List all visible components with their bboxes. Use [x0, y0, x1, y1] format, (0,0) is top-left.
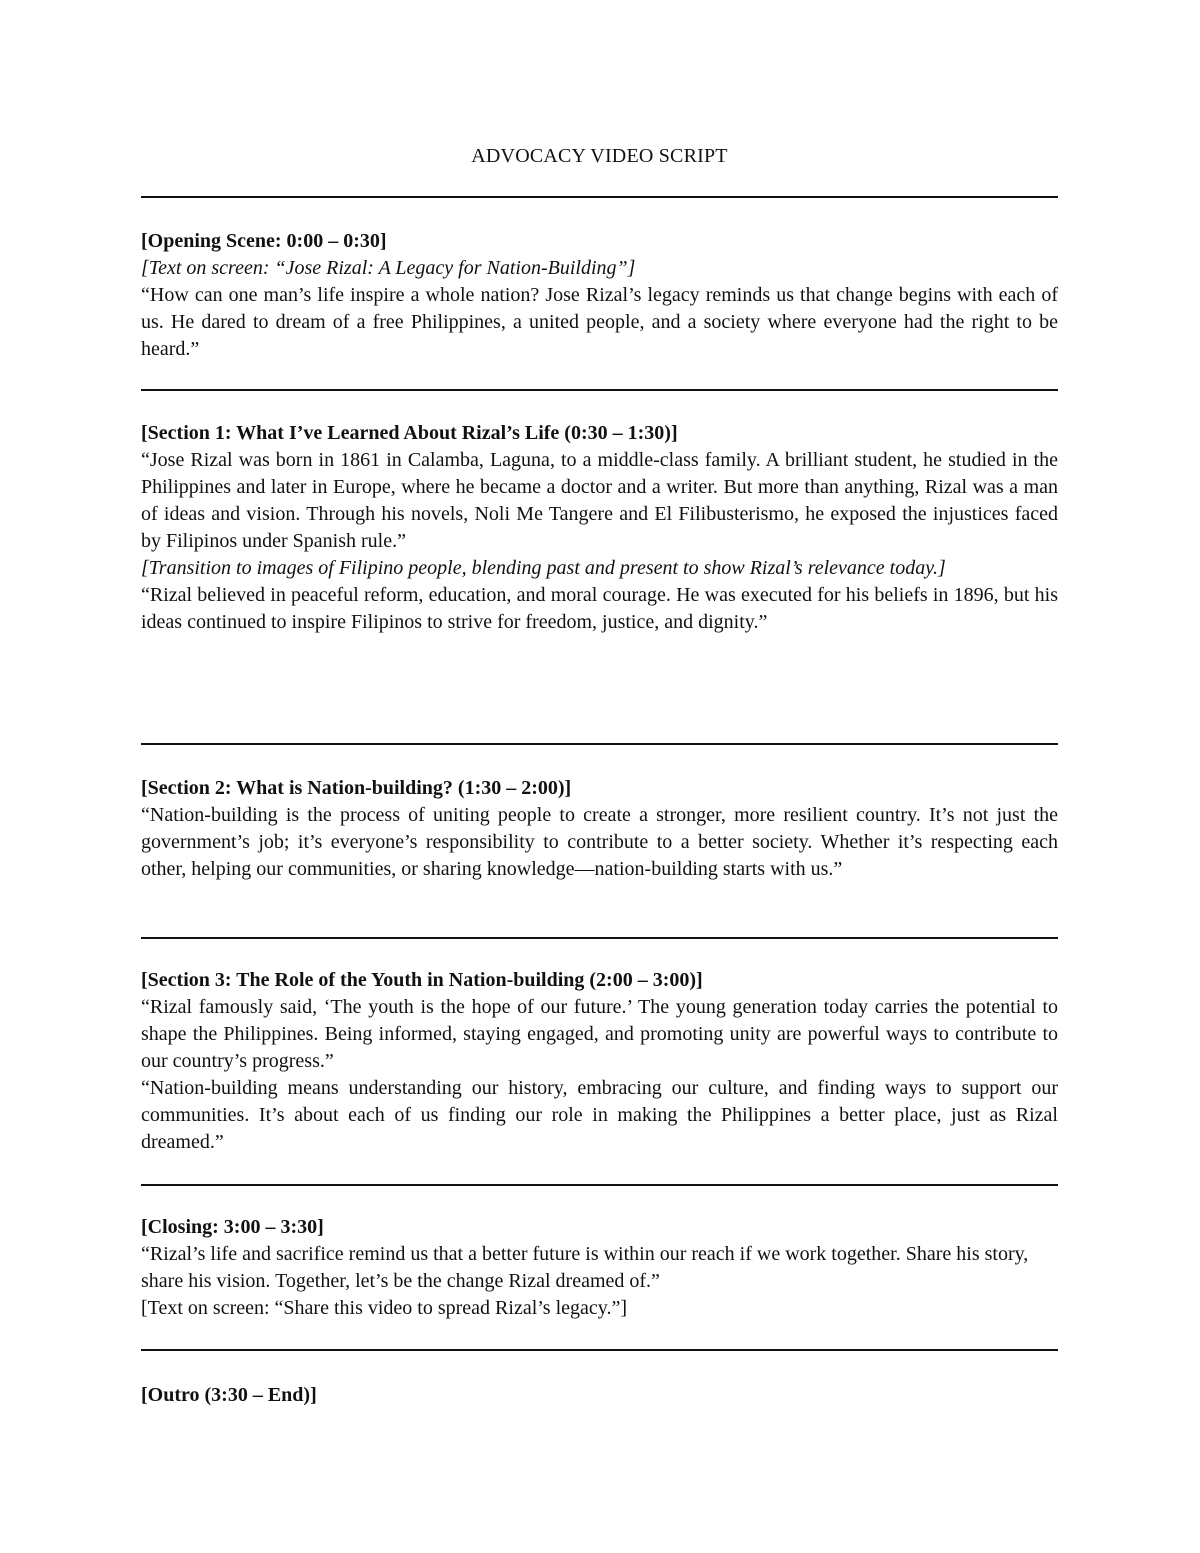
opening-scene-heading: [Opening Scene: 0:00 – 0:30]: [141, 230, 387, 252]
opening-narration: “How can one man’s life inspire a whole nation? Jose Rizal’s legacy reminds us that change begins with each of us. He dared to dream of a free Philippines, a united people, and a society where everyone had the right to be heard.”: [141, 284, 1058, 360]
section-2-heading: [Section 2: What is Nation-building? (1:30 – 2:00)]: [141, 777, 572, 799]
closing-onscreen-text: [Text on screen: “Share this video to spread Rizal’s legacy.”]: [141, 1297, 628, 1319]
section-3: [141, 967, 1058, 1156]
section-divider: [141, 1184, 1058, 1186]
section-divider: [141, 196, 1058, 198]
section-divider: [141, 937, 1058, 939]
section-3-heading: [Section 3: The Role of the Youth in Nation-building (2:00 – 3:00)]: [141, 969, 703, 991]
section-2: [141, 775, 1058, 883]
section-1-narration-2: “Rizal believed in peaceful reform, education, and moral courage. He was executed for his beliefs in 1896, but his ideas continued to inspire Filipinos to strive for freedom, justice, and dignity.”: [141, 584, 1058, 633]
opening-onscreen-text: [Text on screen: “Jose Rizal: A Legacy for Nation-Building”]: [141, 257, 636, 279]
section-3-narration-2: “Nation-building means understanding our history, embracing our culture, and finding ways to support our communities. It’s about each of us finding our role in making the Philippines a better place, just as Rizal dreamed.”: [141, 1077, 1058, 1153]
outro-heading: [Outro (3:30 – End)]: [141, 1384, 317, 1406]
opening-scene-section: [141, 228, 1058, 363]
section-3-narration-1: “Rizal famously said, ‘The youth is the hope of our future.’ The young generation today carries the potential to shape the Philippines. Being informed, staying engaged, and promoting unity are powerful ways to contribute to our country’s progress.”: [141, 996, 1058, 1072]
outro-section: [141, 1382, 1058, 1409]
closing-narration: “Rizal’s life and sacrifice remind us that a better future is within our reach if we work together. Share his story, share his vision. Together, let’s be the change Rizal dreamed of.”: [141, 1243, 1029, 1292]
section-1-heading: [Section 1: What I’ve Learned About Rizal’s Life (0:30 – 1:30)]: [141, 422, 678, 444]
page-title: ADVOCACY VIDEO SCRIPT: [471, 145, 728, 167]
section-divider: [141, 1349, 1058, 1351]
closing-heading: [Closing: 3:00 – 3:30]: [141, 1216, 324, 1238]
closing-section: [141, 1214, 1058, 1322]
section-1-narration-1: “Jose Rizal was born in 1861 in Calamba, Laguna, to a middle-class family. A brilliant student, he studied in the Philippines and later in Europe, where he became a doctor and a writer. But more than anything, Rizal was a man of ideas and vision. Through his novels, Noli Me Tangere and El Filibusterismo, he exposed the injustices faced by Filipinos under Spanish rule.”: [141, 449, 1058, 552]
section-1: [141, 420, 1058, 636]
section-2-narration: “Nation-building is the process of uniting people to create a stronger, more resilient country. It’s not just the government’s job; it’s everyone’s responsibility to contribute to a better society. Whether it’s respecting each other, helping our communities, or sharing knowledge—nation-building starts with us.”: [141, 804, 1058, 880]
section-divider: [141, 389, 1058, 391]
section-1-transition: [Transition to images of Filipino people, blending past and present to show Rizal’s relevance today.]: [141, 557, 946, 579]
section-divider: [141, 743, 1058, 745]
